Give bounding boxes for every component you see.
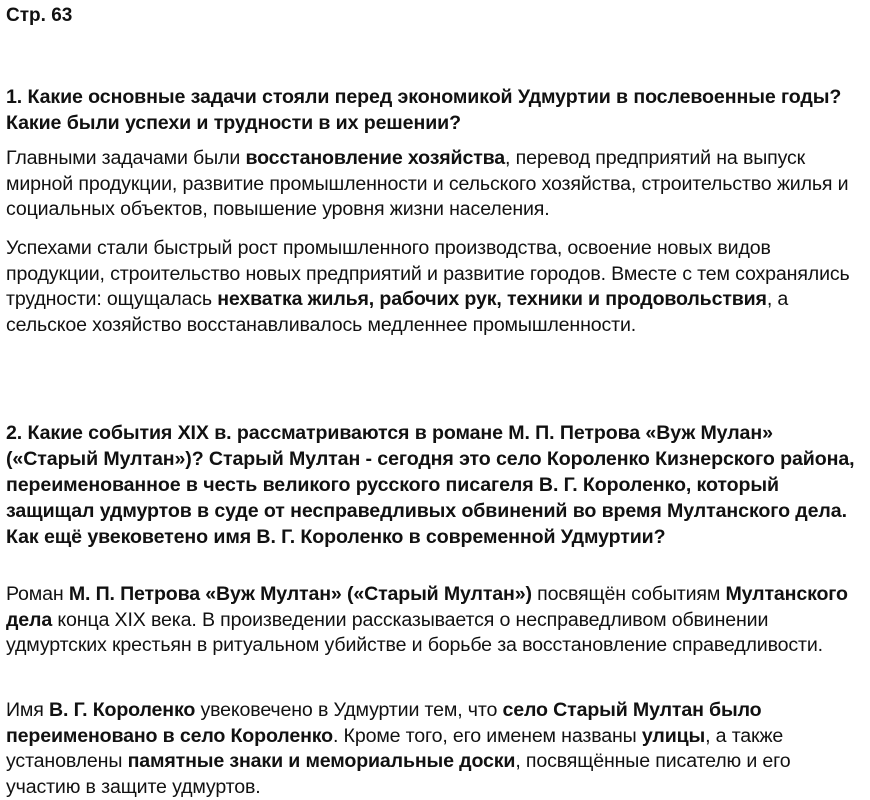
answer-emphasis: улицы xyxy=(641,724,706,747)
answer-text: Главными задачами были xyxy=(6,147,246,169)
answer-text: , посвящённые писателю и его участию в защите удмуртов. xyxy=(6,750,791,798)
answer-emphasis: Мултанского дела xyxy=(6,583,848,631)
answer-text: Имя xyxy=(6,699,50,721)
answer-text: конца XIX века. В произведении рассказывается о несправедливом обвинении удмуртских крестьян в ритуальном убийстве и борьбе за восстановление справедливости. xyxy=(6,608,823,657)
answer-emphasis: М. П. Петрова «Вуж Мултан» («Старый Мултан») xyxy=(68,583,532,605)
answer-text: . Кроме того, его именем названы xyxy=(332,724,642,747)
answer-2-paragraph-1 xyxy=(6,582,866,659)
page-number: Стр. 63 xyxy=(6,5,73,26)
answer-emphasis: памятные знаки и мемориальные доски xyxy=(127,750,516,773)
answer-emphasis: село Старый Мултан было переименовано в село Короленко xyxy=(6,699,762,747)
answer-text: Успехами стали быстрый рост промышленного производства, освоение новых видов продукции, строительство новых предприятий и развитие городов. Вместе с тем сохранялись трудности: ощущалась xyxy=(6,237,850,311)
answer-text: , а также установлены xyxy=(6,724,784,773)
question-2: 2. Какие события XIX в. рассматриваются в романе М. П. Петрова «Вуж Мулан» («Старый Мултан»)? Старый Мултан - сегодня это село Короленко Кизнерского района, переименованное в честь великого русского писагеля В. Г. Короленко, который защищал удмуртов в суде от несправедливых обвинений во время Мултанского дела. Как ещё увековетено имя В. Г. Короленко в современной Удмуртии? xyxy=(6,422,855,548)
answer-emphasis: восстановление хозяйства xyxy=(245,147,506,169)
answer-text: посвящён событиям xyxy=(531,583,726,605)
answer-1-paragraph-2 xyxy=(6,236,866,338)
answer-text: , перевод предприятий на выпуск мирной продукции, развитие промышленности и сельского хозяйства, строительство жилья и социальных объектов, повышение уровня жизни населения. xyxy=(6,147,849,221)
answer-emphasis: нехватка жилья, рабочих рук, техники и продовольствия xyxy=(217,288,767,311)
answer-emphasis: В. Г. Короленко xyxy=(49,699,196,721)
answer-2-paragraph-2 xyxy=(6,698,866,800)
answer-text: увековечено в Удмуртии тем, что xyxy=(195,699,503,721)
answer-1-paragraph-1 xyxy=(6,146,866,223)
answer-text: Роман xyxy=(6,583,69,605)
answer-text: , а сельское хозяйство восстанавливалось медленнее промышленности. xyxy=(6,288,789,336)
question-1: 1. Какие основные задачи стояли перед экономикой Удмуртии в послевоенные годы? Какие были успехи и трудности в их решении? xyxy=(6,86,842,134)
